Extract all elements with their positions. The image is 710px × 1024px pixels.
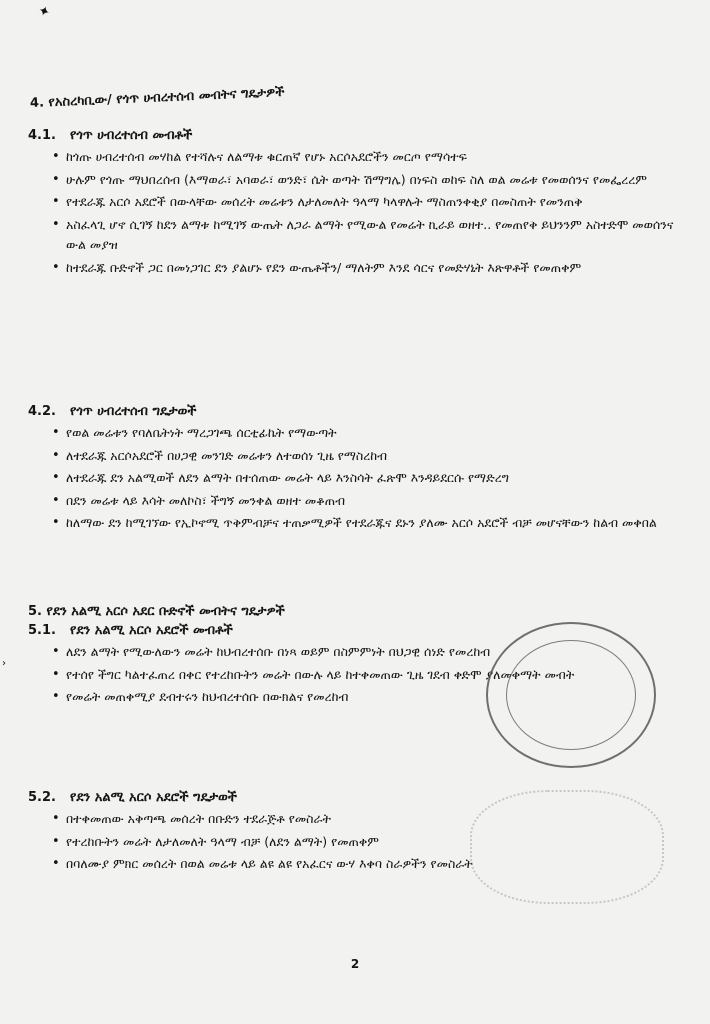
list-item: • ለደን ልማት የሚውለውን መሬት ከህብረተሰቡ በነጻ ወይም በስምምነት በህጋዊ ሰነድ የመረከብ (66, 642, 688, 663)
list-item: • በተቀመጠው አቅጣጫ መሰረት በቡድን ተደራጅቶ የመስራት (66, 809, 688, 830)
list-item: • ከለማው ደን ከሚገኘው የኢኮኖሚ ጥቅምብቻና ተጠቃሚዎች የተደራጁና ደኑን ያለሙ አርሶ አደሮች ብቻ መሆናቸውን ከልብ መቀበል (66, 513, 688, 534)
list-item: • ሁሉም የጎጡ ማህበረሰብ (እማወራ፣ አባወራ፣ ወንድ፣ ሴት ወጣት ሽማግሌ) በነፍስ ወከፍ ስለ ወል መሬቱ የመወሰንና የመፌረረም (66, 170, 688, 191)
pen-mark: ✦ (35, 2, 53, 22)
list-item: • የተደራጁ አርሶ አደሮች በውላቸው መሰረት መሬቱን ለታለመለት ዓላማ ካላዋሉት ማስጠንቀቂያ በመስጠት የመንጠቅ (66, 192, 688, 213)
margin-mark: › (2, 658, 6, 669)
section-4-2-title: 4.2. የጎጥ ሀብረተሰብ ግዴታወች (28, 404, 197, 419)
section-5-2-title: 5.2. የደን አልሚ አርሶ አደሮች ግዴታወች (28, 790, 237, 805)
section-4-heading: 4. የአስረካቢው/ የጎጥ ሀብረተሰብ መብትና ግዴታዎች (29, 84, 285, 111)
list-item: • የተረከቡትን መሬት ለታለመለት ዓላማ ብቻ (ለደን ልማት) የመጠቀም (66, 832, 688, 853)
section-5-heading: 5. የደን አልሚ አርሶ አደር ቡድኖች መብትና ግዴታዎች (28, 604, 285, 619)
list-item: • ለተደራጁ አርሶአደሮች በሀጋዊ መንገድ መሬቱን ለተወሰነ ጊዜ የማስረከብ (66, 446, 688, 467)
list-item: • ለተደራጁ ደን አልሚወች ለደን ልማት በተሰጠው መሬት ላይ እንስሳት ፈጽሞ እንዳይደርሱ የማድረግ (66, 468, 688, 489)
section-4-1 (28, 128, 688, 280)
list-item: • ከተደራጁ ቡድኖች ጋር በመነጋገር ደን ያልሆኑ የደን ውጤቶችን/ ማለትም እንደ ሳርና የመድሃኒት እጽዋቶች የመጠቀም (66, 258, 688, 279)
section-4-2-list (28, 423, 688, 534)
section-5-1-title: 5.1. የደን አልሚ አርሶ አደሮች መብቶች (28, 623, 233, 638)
section-4-2 (28, 404, 688, 536)
list-item: • በባለሙያ ምክር መሰረት በወል መሬቱ ላይ ልዩ ልዩ የአፈርና ውሃ እቀባ ስራዎችን የመስራት (66, 854, 688, 875)
page-number: 2 (350, 957, 360, 971)
list-item: • የወል መሬቱን የባለቤትነት ማረጋገጫ ሰርቲፊኬት የማውጣት (66, 423, 688, 444)
list-item: • በደን መሬቱ ላይ እሳት መለኮስ፣ ችግኝ መንቀል ወዘተ መቆጠብ (66, 491, 688, 512)
list-item: • የመሬት መጠቀሚያ ደብተሩን ከህብረተሰቡ በውክልና የመረከብ (66, 687, 688, 708)
list-item: • የተሰየ ችግር ካልተፈጠረ በቀር የተረከቡትን መሬት በውሉ ላይ ከተቀመጠው ጊዜ ገደብ ቀድሞ ያለመቀማት መብት (66, 665, 688, 686)
list-item: • አስፈላጊ ሆኖ ሲገኝ ከደን ልማቱ ከሚገኝ ውጤት ለጋራ ልማት የሚውል የመሬት ኪራይ ወዘተ.. የመጠየቅ ይህንንም አስተድሞ መወሰንና ውል መያዝ (66, 215, 688, 256)
section-4-1-title: 4.1. የጎጥ ሀብረተሰብ መብቶች (28, 128, 193, 143)
faded-stamp (470, 790, 664, 904)
official-stamp (486, 622, 656, 768)
section-4-1-list (28, 147, 688, 278)
list-item: • ከጎጡ ሀብረተሰብ መሃከል የተሻሉና ለልማቱ ቁርጠኛ የሆኑ አርሶአደሮችን መርጦ የማሳተፍ (66, 147, 688, 168)
